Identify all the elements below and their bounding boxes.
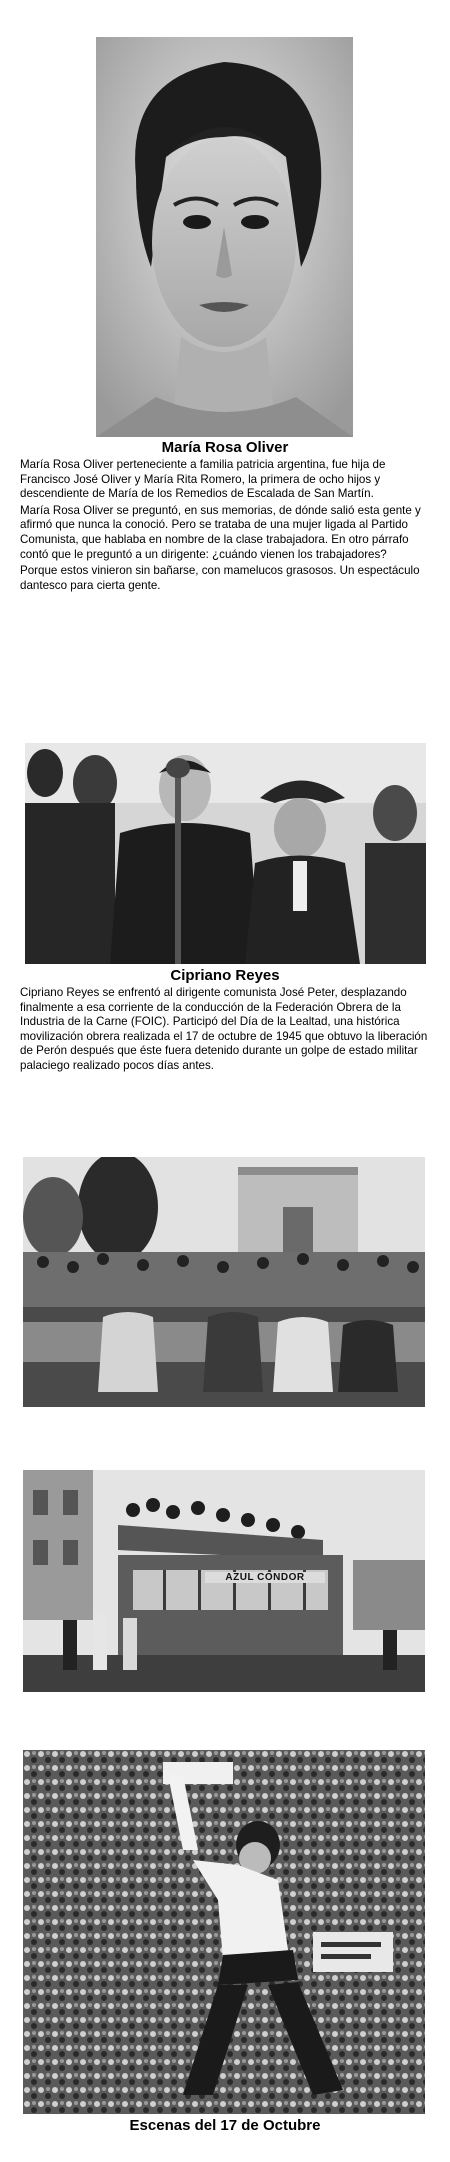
reyes-paragraph: Cipriano Reyes se enfrentó al dirigente comunista José Peter, desplazando finalmente a esa corriente de la conducción de la Federación Obrera de la Industria de la Carne (FOIC). Participó del Día de la Lealtad, una histórica movilización obrera realizada el 17 de octubre de 1945 que obtuvo la liberación de Perón después que éste fuera detenido durante un golpe de estado militar palaciego realizado pocos días antes. xyxy=(20,986,428,1072)
oliver-paragraph-2: María Rosa Oliver se preguntó, en sus memorias, de dónde salió esta gente y afirmó que nunca la conoció. Pero se trataba de una mujer ligada al Partido Comunista, que hablaba en nombre de la clase trabajadora. En otro párrafo contó que le preguntó a un dirigente: ¿cuándo vienen los trabajadores? xyxy=(20,503,421,561)
maria-rosa-oliver-photo xyxy=(96,37,353,437)
cipriano-reyes-text xyxy=(20,986,430,1076)
tram-sign: AZUL CONDOR xyxy=(205,1572,325,1583)
oliver-paragraph-1: María Rosa Oliver perteneciente a familia patricia argentina, fue hija de Francisco José Oliver y María Rita Romero, la primera de ocho hijos y descendiente de María de los Remedios de Escalada de San Martín. xyxy=(20,458,386,501)
october-17-crowd-photo xyxy=(23,1750,425,2114)
cipriano-reyes-photo xyxy=(25,743,426,964)
october-17-caption: Escenas del 17 de Octubre xyxy=(129,2117,321,2134)
maria-rosa-oliver-text xyxy=(20,458,430,595)
oliver-paragraph-3: Porque estos vinieron sin bañarse, con mamelucos grasosos. Un espectáculo dantesco para cierta gente. xyxy=(20,564,420,592)
maria-rosa-oliver-caption: María Rosa Oliver xyxy=(161,439,289,456)
cipriano-reyes-caption: Cipriano Reyes xyxy=(170,967,280,984)
plaza-fountain-crowd-photo xyxy=(23,1157,425,1407)
